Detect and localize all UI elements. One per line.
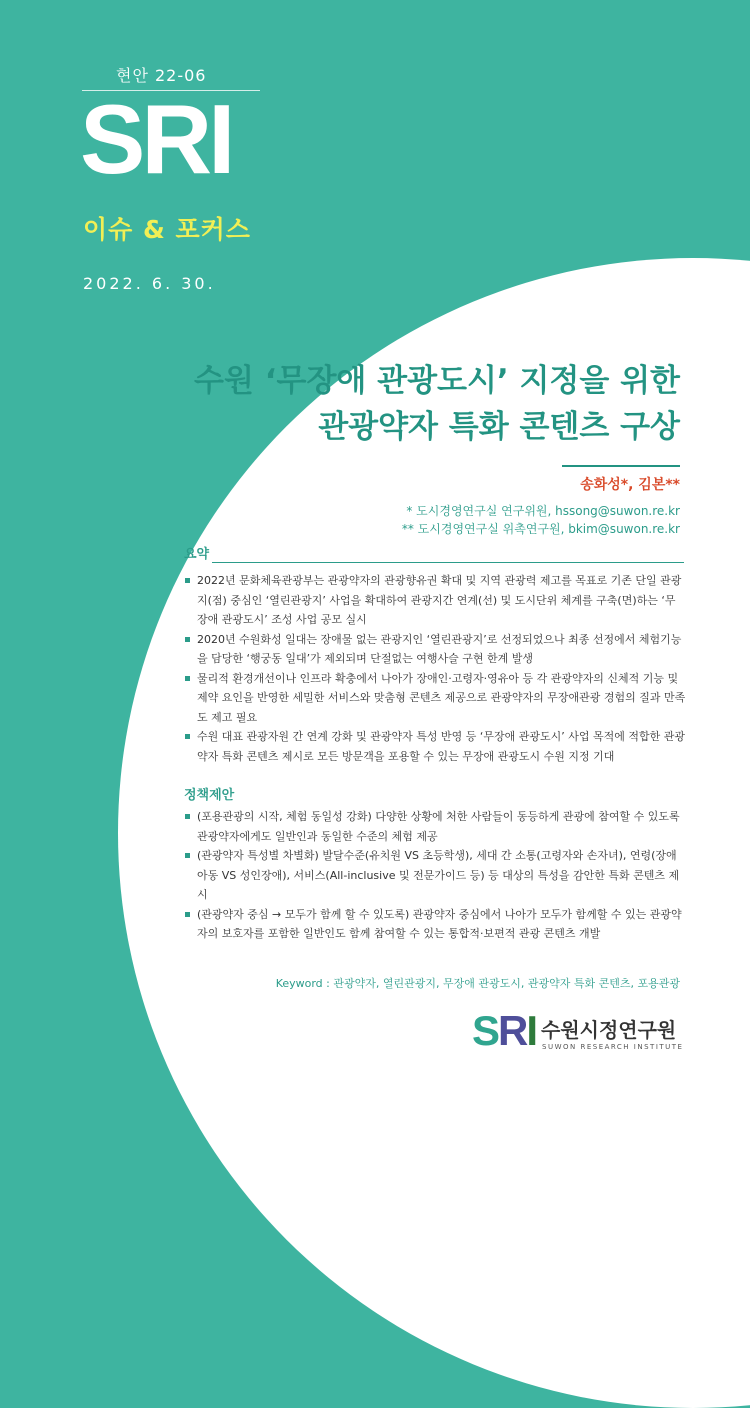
author-affiliation-2: ** 도시경영연구실 위촉연구원, bkim@suwon.re.kr	[401, 522, 680, 536]
series-title: 이슈 & 포커스	[83, 215, 251, 244]
bullet-icon	[185, 734, 190, 739]
keyword-label: Keyword :	[275, 977, 330, 990]
authors-divider	[562, 465, 680, 467]
summary-rule	[212, 562, 684, 563]
policy-item: (관광약자 특성별 차별화) 발달수준(유치원 VS 초등학생), 세대 간 소통(고령자와 손자녀), 연령(장애아동 VS 성인장애), 서비스(All-inclusive 및 전문가이드 등) 등 대상의 특성을 감안한 특화 콘텐츠 제시	[182, 846, 686, 905]
bullet-icon	[185, 676, 190, 681]
institute-name-kr: 수원시정연구원	[541, 1018, 677, 1042]
bullet-icon	[185, 637, 190, 642]
bullet-icon	[185, 578, 190, 583]
issue-number: 현안 22-06	[116, 66, 207, 85]
policy-item: (포용관광의 시작, 체험 동일성 강화) 다양한 상황에 처한 사람들이 동등하게 관광에 참여할 수 있도록 관광약자에게도 일반인과 동일한 수준의 체험 제공	[182, 807, 686, 846]
summary-item: 2022년 문화체육관광부는 관광약자의 관광향유권 확대 및 지역 관광력 제고를 목표로 기존 단일 관광지(점) 중심인 ‘열린관광지’ 사업을 확대하여 관광지간 연계(선) 및 도시단위 체계를 구축(면)하는 ‘무장애 관광도시’ 조성 사업 공모 실시	[182, 571, 686, 630]
sri-logo-mark: SRI	[472, 1007, 537, 1054]
bullet-icon	[185, 853, 190, 858]
summary-item: 2020년 수원화성 일대는 장애물 없는 관광지인 ‘열린관광지’로 선정되었으나 최종 선정에서 체험기능을 담당한 ‘행궁동 일대’가 제외되며 단절없는 여행사슬 구현 한계 발생	[182, 630, 686, 669]
author-affiliation-1: * 도시경영연구실 연구위원, hssong@suwon.re.kr	[406, 504, 680, 518]
bullet-icon	[185, 912, 190, 917]
keywords	[276, 975, 680, 991]
title-line-2: 관광약자 특화 콘텐츠 구상	[318, 409, 680, 445]
publish-date: 2022. 6. 30.	[83, 274, 216, 293]
summary-item: 물리적 환경개선이나 인프라 확충에서 나아가 장애인·고령자·영유아 등 각 관광약자의 신체적 기능 및 제약 요인을 반영한 세밀한 서비스와 맞춤형 콘텐츠 제공으로 관광약자의 무장애관광 경험의 질과 만족도 제고 필요	[182, 669, 686, 728]
policy-heading: 정책제안	[184, 788, 235, 803]
bullet-icon	[185, 814, 190, 819]
report-title	[194, 358, 680, 450]
summary-heading: 요약	[184, 547, 210, 562]
keyword-terms: 관광약자, 열린관광지, 무장애 관광도시, 관광약자 특화 콘텐츠, 포용관광	[333, 977, 680, 990]
title-line-1: 수원 ‘무장애 관광도시’ 지정을 위한	[194, 363, 680, 399]
policy-list	[182, 807, 686, 944]
summary-list	[182, 571, 686, 766]
institute-name-en: SUWON RESEARCH INSTITUTE	[542, 1043, 684, 1051]
policy-item: (관광약자 중심 → 모두가 함께 할 수 있도록) 관광약자 중심에서 나아가 모두가 함께할 수 있는 관광약자의 보호자를 포함한 일반인도 함께 참여할 수 있는 통합적·보편적 관광 콘텐츠 개발	[182, 905, 686, 944]
brand-logo: SRI	[80, 84, 232, 194]
summary-item: 수원 대표 관광자원 간 연계 강화 및 관광약자 특성 반영 등 ‘무장애 관광도시’ 사업 목적에 적합한 관광약자 특화 콘텐츠 제시로 모든 방문객을 포용할 수 있는 무장애 관광도시 수원 지정 기대	[182, 727, 686, 766]
author-names: 송화성*, 김본**	[580, 477, 680, 493]
